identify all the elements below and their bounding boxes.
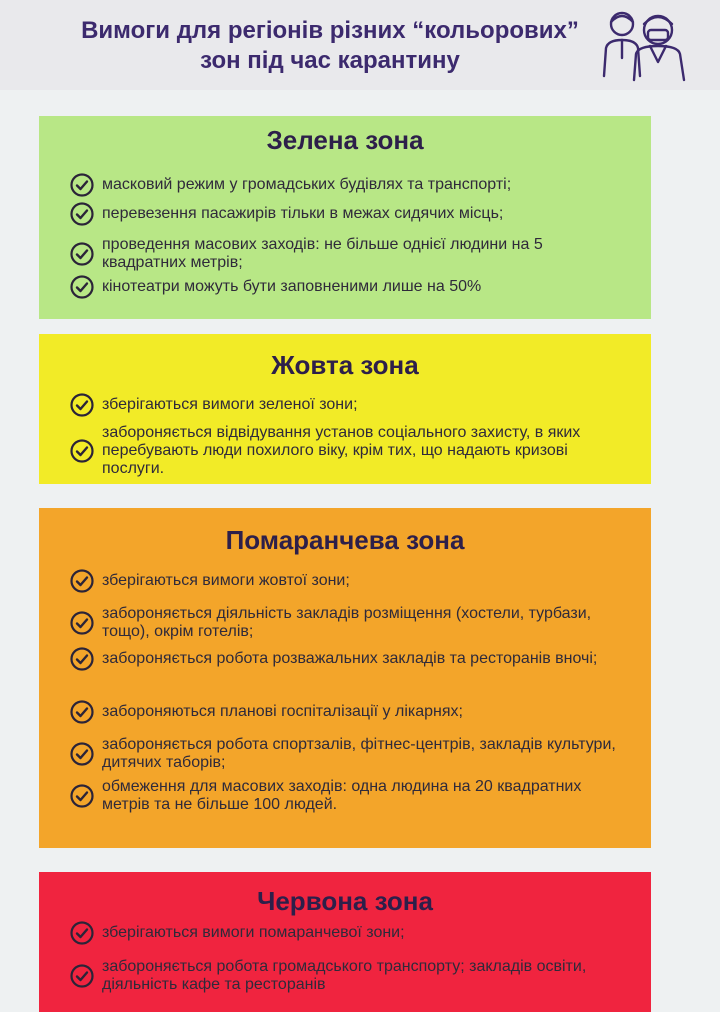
yellow-zone: [39, 334, 651, 484]
page-title: [60, 16, 600, 76]
check-circle-icon: [69, 783, 95, 814]
list-item-text: забороняється робота розважальних закладів та ресторанів вночі;: [102, 650, 598, 667]
check-circle-icon: [69, 438, 95, 469]
zone-title: Жовта зона: [271, 350, 419, 380]
check-circle-icon: [69, 241, 95, 272]
list-item: [69, 205, 629, 223]
zone-title: Червона зона: [257, 886, 433, 916]
list-item-text: масковий режим у громадських будівлях та транспорті;: [102, 176, 512, 193]
check-circle-icon: [69, 568, 95, 599]
zone-title: Зелена зона: [266, 125, 424, 155]
check-circle-icon: [69, 963, 95, 994]
zone-title: Помаранчева зона: [225, 525, 465, 555]
list-item: [69, 236, 629, 272]
check-circle-icon: [69, 646, 95, 677]
header: [0, 0, 720, 90]
red-zone: [39, 872, 651, 1012]
list-item-text: проведення масових заходів: не більше однієї людини на 5 квадратних метрів;: [102, 236, 543, 271]
list-item: [69, 572, 629, 590]
list-item: [69, 778, 629, 814]
green-zone: [39, 116, 651, 319]
list-item-text: забороняється робота громадського транспорту; закладів освіти, діяльність кафе та ресторанів: [102, 958, 587, 993]
page-title-line-1: Вимоги для регіонів різних “кольорових”: [81, 17, 579, 44]
list-item: [69, 605, 629, 641]
list-item-text: забороняється робота спортзалів, фітнес-центрів, закладів культури, дитячих таборів;: [102, 736, 616, 771]
list-item: [69, 703, 629, 721]
check-circle-icon: [69, 920, 95, 951]
list-item-text: зберігаються вимоги зеленої зони;: [102, 396, 358, 413]
check-circle-icon: [69, 610, 95, 641]
orange-zone: [39, 508, 651, 848]
people-in-masks-icon: [602, 6, 690, 87]
check-circle-icon: [69, 699, 95, 730]
check-circle-icon: [69, 392, 95, 423]
check-circle-icon: [69, 172, 95, 203]
list-item: [69, 396, 629, 414]
list-item-text: забороняється відвідування установ соціального захисту, в яких перебувають люди похилого віку, крім тих, що надають кризові послуги.: [102, 424, 581, 477]
list-item-text: забороняються планові госпіталізації у лікарнях;: [102, 703, 463, 720]
check-circle-icon: [69, 201, 95, 232]
list-item-text: зберігаються вимоги помаранчевої зони;: [102, 924, 405, 941]
list-item-text: забороняється діяльність закладів розміщення (хостели, турбази, тощо), окрім готелів;: [102, 605, 592, 640]
list-item: [69, 650, 629, 668]
list-item-text: кінотеатри можуть бути заповненими лише на 50%: [102, 278, 482, 295]
list-item: [69, 278, 629, 296]
list-item: [69, 424, 629, 478]
list-item-text: зберігаються вимоги жовтої зони;: [102, 572, 350, 589]
list-item-text: обмеження для масових заходів: одна людина на 20 квадратних метрів та не більше 100 людей.: [102, 778, 582, 813]
check-circle-icon: [69, 741, 95, 772]
list-item-text: перевезення пасажирів тільки в межах сидячих місць;: [102, 205, 504, 222]
check-circle-icon: [69, 274, 95, 305]
list-item: [69, 176, 629, 194]
list-item: [69, 924, 629, 942]
page-title-line-2: зон під час карантину: [200, 47, 460, 74]
list-item: [69, 736, 629, 772]
list-item: [69, 958, 629, 994]
